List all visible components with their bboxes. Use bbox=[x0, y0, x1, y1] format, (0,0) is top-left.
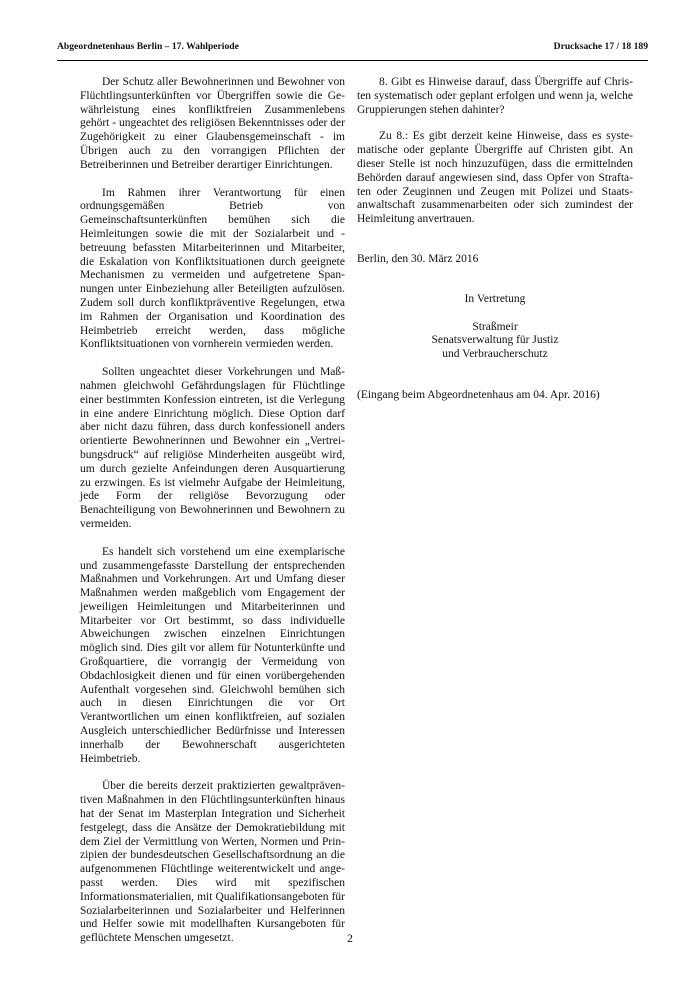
receipt-note: (Eingang beim Abgeordnetenhaus am 04. Apr. 2016) bbox=[357, 388, 600, 401]
paragraph-protection: Der Schutz aller Bewohnerinnen und Bewohner von Flüchtlingsunterkünften vor Übergriffen sowie die Gewährleistung eines konfliktfreien Zusammenlebens gehört - ungeachtet des religiösen Bekenntnisses oder der Zugehörigkeit zu einer Glaubensgemeinschaft - im Übrigen auch zu den vorrangigen Pflichten der Betreiberinnen und Betreiber derartiger Einrichtungen. bbox=[80, 76, 345, 171]
page-header bbox=[57, 41, 648, 57]
header-document-number: Drucksache 17 / 18 189 bbox=[553, 41, 648, 52]
page-number: 2 bbox=[347, 933, 353, 945]
header-rule bbox=[57, 60, 648, 61]
paragraph-responsibility: Im Rahmen ihrer Verantwortung für einen ordnungsgemäßen Betrieb von Gemeinschaftsunterkünften bemühen sich die Heimleitungen sowie die mit der Sozialarbeit und -betreuung befassten Mitarbeiterinnen und Mitarbeiter, die Eskalation von Konfliktsituationen durch geeignete Mechanismen zu vermeiden und aufgetretene Spannungen unter Einbeziehung aller Beteiligten aufzulösen. Zudem soll durch konfliktpräventive Regelungen, etwa im Rahmen der Organisation und Koordination des Heimbetrieb erreicht werden, dass mögliche Konfliktsituationen von vornherein vermieden werden. bbox=[80, 186, 345, 351]
right-column bbox=[357, 76, 633, 403]
signature-block bbox=[357, 293, 633, 362]
paragraph-summary: Es handelt sich vorstehend um eine exemplarische und zusammengefasste Darstellung der entsprechenden Maßnahmen und Vorkehrungen. Art und Umfang dieser Maßnahmen werden maßgeblich vom Engagement der jeweiligen Heimleitungen und Mitarbeiterinnen und Mitarbeiter vor Ort bestimmt, so dass individuelle Abweichungen zwischen einzelnen Einrichtungen möglich sind. Dies gilt vor allem für Notunterkünfte und Großquartiere, die vorrangig der Vermeidung von Obdachlosigkeit dienen und für einen vorübergehenden Aufenthalt vorgesehen sind. Gleichwohl bemühen sich auch in diesen Einrichtungen die vor Ort Verantwortlichen um einen konfliktfreien, auf sozialen Ausgleich unterschiedlicher Bedürfnisse und Interessen innerhalb der Bewohnerschaft ausgerichteten Heimbetrieb. bbox=[80, 545, 345, 765]
answer-8: Zu 8.: Es gibt derzeit keine Hinweise, dass es systematische oder geplante Übergriffe auf Christen gibt. An dieser Stelle ist noch hinzuzufügen, dass die ermittelnden Behörden darauf angewiesen sind, dass Opfer von Straftaten oder Zeuginnen und Zeugen mit Polizei und Staatsanwaltschaft zusammenarbeiten oder sich zumindest der Heimleitung anvertrauen. bbox=[357, 130, 633, 226]
question-8: 8. Gibt es Hinweise darauf, dass Übergriffe auf Christen systematisch oder geplant erfolgen und wenn ja, welche Gruppierungen stehen dahinter? bbox=[357, 76, 633, 116]
signature-in-vertretung: In Vertretung bbox=[464, 292, 526, 305]
left-column bbox=[80, 76, 345, 946]
signature-name: Straßmeir bbox=[472, 320, 518, 333]
signature-authority-line-1: Senatsverwaltung für Justiz bbox=[431, 334, 559, 347]
signature-authority-line-2: und Verbraucherschutz bbox=[442, 348, 548, 361]
paragraph-masterplan: Über die bereits derzeit praktizierten gewaltpräventiven Maßnahmen in den Flüchtlingsunterkünften hinaus hat der Senat im Masterplan Integration und Sicherheit festgelegt, dass die Ansätze der Demokratiebildung mit dem Ziel der Vermittlung von Werten, Normen und Prinzipien der bundesdeutschen Gesellschaftsordnung an die aufgenommenen Flüchtlinge weiterentwickelt und angepasst werden. Dies wird mit spezifischen Informationsmaterialien, mit Qualifikationsangeboten für Sozialarbeiterinnen und Sozialarbeiter und Helferinnen und Helfer sowie mit modellhaften Kursangeboten für geflüchtete Menschen umgesetzt. bbox=[80, 780, 345, 945]
place-and-date: Berlin, den 30. März 2016 bbox=[357, 252, 479, 265]
paragraph-relocation: Sollten ungeachtet dieser Vorkehrungen und Maßnahmen gleichwohl Gefährdungslagen für Flüchtlinge einer bestimmten Konfession eintreten, ist die Verlegung in eine andere Einrichtung möglich. Diese Option darf aber nicht dazu führen, dass durch konfessionell anders orientierte Bewohnerinnen und Bewohner ein „Vertreibungsdruck“ auf religiöse Minderheiten ausgeübt wird, um durch gezielte Anfeindungen deren Ausquartierung zu erzwingen. Es ist vielmehr Aufgabe der Heimleitung, jede Form der religiöse Bevorzugung oder Benachteiligung von Bewohnerinnen und Bewohnern zu vermeiden. bbox=[80, 366, 345, 530]
header-parliament-title: Abgeordnetenhaus Berlin – 17. Wahlperiode bbox=[57, 41, 239, 52]
